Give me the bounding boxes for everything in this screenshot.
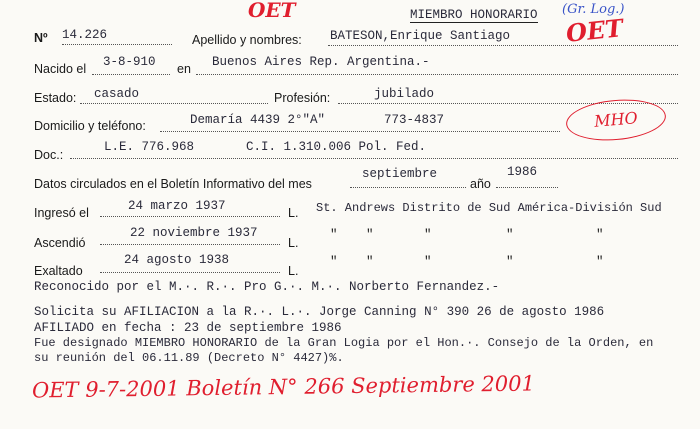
exaltado-label: Exaltado [34, 264, 83, 278]
logia-l-label: L. [288, 206, 299, 220]
apellido-label: Apellido y nombres: [192, 33, 302, 47]
estado-value: casado [94, 87, 140, 101]
datos-anio: 1986 [507, 165, 538, 179]
doc-le: L.E. 776.968 [104, 140, 195, 154]
ditto-mark: " [366, 255, 374, 269]
numero-value: 14.226 [62, 28, 108, 42]
exaltado-date: 24 agosto 1938 [124, 253, 230, 267]
ditto-mark: " [506, 255, 514, 269]
doc-ci: C.I. 1.310.006 Pol. Fed. [246, 140, 427, 154]
nacido-label: Nacido el [34, 62, 87, 76]
datos-mes: septiembre [362, 167, 438, 181]
ascendio-date: 22 noviembre 1937 [130, 226, 258, 240]
ditto-mark: " [424, 255, 432, 269]
oet-stamp-top: OET [248, 0, 296, 22]
numero-label: Nº [34, 31, 48, 45]
ditto-mark: " [596, 228, 604, 242]
ascendio-label: Ascendió [34, 236, 86, 250]
domicilio-label: Domicilio y teléfono: [34, 119, 146, 133]
afiliacion-text: Solicita su AFILIACION a la R.·. L.·. Jorge Canning N° 390 26 de agosto 1986 [34, 305, 605, 319]
reconocido-text: Reconocido por el M.·. R.·. Pro G.·. M.·. Norberto Fernandez.- [34, 280, 500, 294]
ditto-mark: " [424, 228, 432, 242]
ditto-mark: " [506, 228, 514, 242]
ditto-mark: " [596, 255, 604, 269]
profesion-value: jubilado [374, 87, 435, 101]
footer-handwritten-note: OET 9-7-2001 Boletín N° 266 Septiembre 2001 [31, 371, 536, 403]
nacido-place: Buenos Aires Rep. Argentina.- [212, 55, 430, 69]
ditto-mark: " [330, 255, 338, 269]
ditto-mark: " [330, 228, 338, 242]
afiliado-text: AFILIADO en fecha : 23 de septiembre 1986 [34, 321, 342, 335]
ingreso-logia: St. Andrews Distrito de Sud América-División Sud [316, 201, 662, 215]
ascendio-l-label: L. [288, 236, 299, 250]
estado-label: Estado: [34, 91, 77, 105]
mho-circle: MHO [564, 96, 667, 145]
ditto-mark: " [366, 228, 374, 242]
ingreso-date: 24 marzo 1937 [128, 199, 226, 213]
profesion-label: Profesión: [274, 91, 331, 105]
designado-line-1: Fue designado MIEMBRO HONORARIO de la Gran Logia por el Hon.·. Consejo de la Orden, en [34, 336, 654, 350]
oet-stamp-right: OET [564, 13, 625, 48]
nacido-date: 3-8-910 [103, 55, 156, 69]
doc-label: Doc.: [34, 148, 64, 162]
ingreso-label: Ingresó el [34, 206, 89, 220]
exaltado-l-label: L. [288, 264, 299, 278]
datos-label: Datos circulados en el Boletín Informativo del mes [34, 177, 312, 191]
designado-line-2: su reunión del 06.11.89 (Decreto N° 4427)%. [34, 351, 344, 365]
telefono-value: 773-4837 [384, 113, 445, 127]
en-label: en [177, 62, 191, 76]
category-title: MIEMBRO HONORARIO [410, 8, 538, 22]
anio-label: año [470, 177, 491, 191]
handwritten-note: (Gr. Log.) [562, 2, 625, 17]
apellido-value: BATESON,Enrique Santiago [330, 29, 511, 43]
domicilio-value: Demaría 4439 2°"A" [190, 113, 326, 127]
